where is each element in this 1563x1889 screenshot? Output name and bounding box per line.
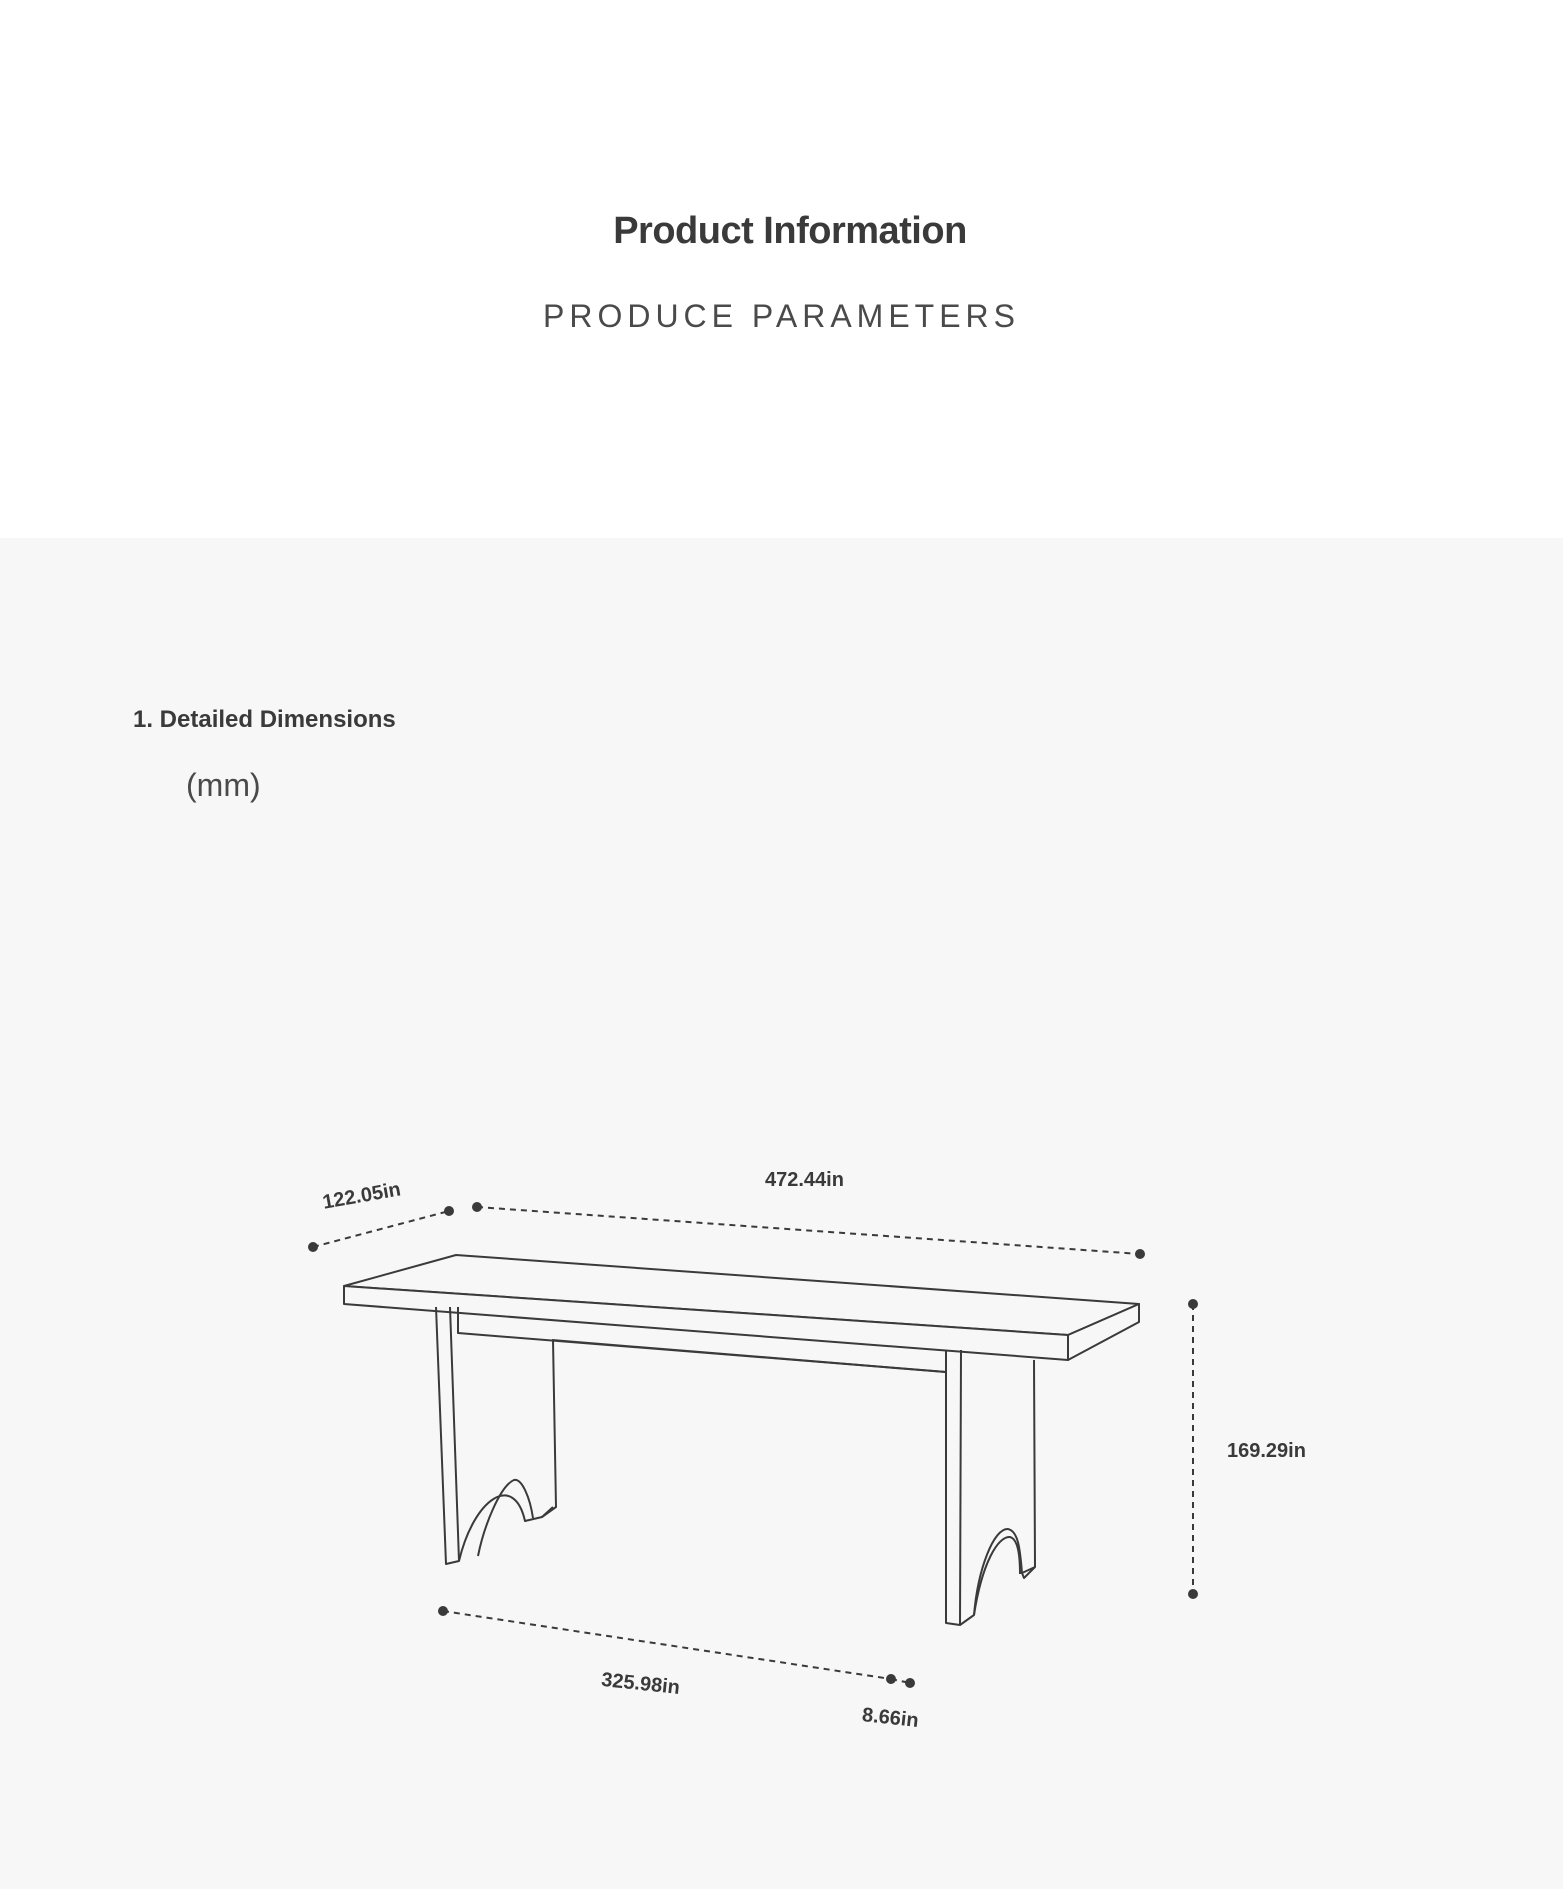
leg-thickness-label: 8.66in bbox=[861, 1704, 920, 1732]
length-dim-end bbox=[1135, 1249, 1145, 1259]
length-dim-start bbox=[472, 1202, 482, 1212]
header-section bbox=[0, 0, 1563, 538]
leg-thickness-dim-end bbox=[905, 1678, 915, 1688]
bench-diagram bbox=[0, 538, 1563, 1889]
depth-label: 122.05in bbox=[320, 1178, 403, 1214]
section-title: 1. Detailed Dimensions bbox=[133, 706, 396, 733]
height-dim-end bbox=[1188, 1589, 1198, 1599]
height-label: 169.29in bbox=[1227, 1440, 1306, 1462]
length-label: 472.44in bbox=[765, 1169, 844, 1191]
leg-span-dim-start bbox=[438, 1606, 448, 1616]
dimensions-section bbox=[0, 538, 1563, 1889]
depth-dim-end bbox=[444, 1206, 454, 1216]
leg-span-dim-line bbox=[443, 1611, 891, 1679]
length-dim-line bbox=[477, 1207, 1140, 1254]
right-leg bbox=[946, 1350, 1035, 1625]
leg-span-label: 325.98in bbox=[600, 1668, 681, 1700]
unit-label: (mm) bbox=[186, 767, 261, 803]
left-leg bbox=[436, 1307, 556, 1564]
page-subtitle: PRODUCE PARAMETERS bbox=[542, 298, 1020, 334]
page-title: Product Information bbox=[613, 210, 967, 252]
depth-dim-start bbox=[308, 1242, 318, 1252]
depth-dim-line bbox=[313, 1211, 449, 1247]
height-dim-start bbox=[1188, 1299, 1198, 1309]
leg-span-dim-end bbox=[886, 1674, 896, 1684]
